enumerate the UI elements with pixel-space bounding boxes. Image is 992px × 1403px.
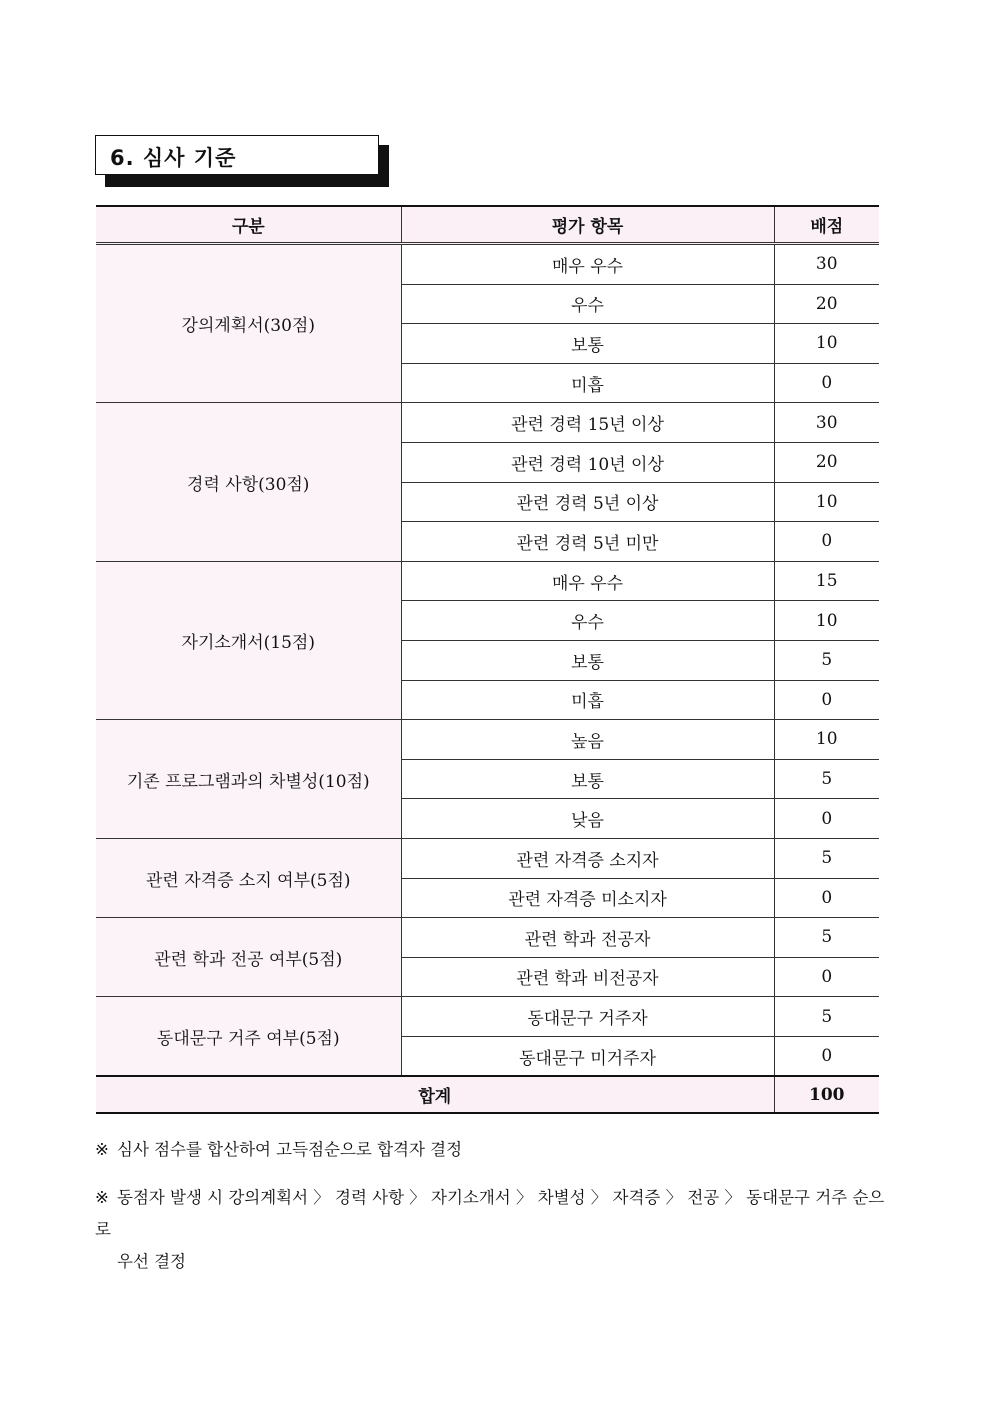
evaluation-item-cell: 관련 경력 10년 이상 xyxy=(401,442,774,482)
score-cell: 5 xyxy=(774,838,879,878)
evaluation-item-cell: 미흡 xyxy=(401,363,774,403)
evaluation-item-cell: 높음 xyxy=(401,720,774,760)
score-cell: 0 xyxy=(774,957,879,997)
score-cell: 0 xyxy=(774,799,879,839)
score-cell: 5 xyxy=(774,640,879,680)
evaluation-item-cell: 관련 경력 15년 이상 xyxy=(401,403,774,443)
score-cell: 5 xyxy=(774,759,879,799)
evaluation-item-cell: 관련 자격증 소지자 xyxy=(401,838,774,878)
criteria-body xyxy=(96,244,879,1077)
evaluation-item-cell: 보통 xyxy=(401,640,774,680)
score-cell: 0 xyxy=(774,878,879,918)
score-cell: 5 xyxy=(774,997,879,1037)
score-cell: 10 xyxy=(774,601,879,641)
score-cell: 20 xyxy=(774,284,879,324)
evaluation-item-cell: 동대문구 거주자 xyxy=(401,997,774,1037)
category-cell: 관련 자격증 소지 여부(5점) xyxy=(96,838,401,917)
score-cell: 0 xyxy=(774,680,879,720)
total-score: 100 xyxy=(774,1076,879,1113)
score-cell: 10 xyxy=(774,482,879,522)
category-cell: 강의계획서(30점) xyxy=(96,244,401,403)
table-row xyxy=(96,720,879,760)
note-text: 심사 점수를 합산하여 고득점순으로 합격자 결정 xyxy=(117,1140,463,1159)
note-mark: ※ xyxy=(95,1140,109,1159)
score-cell: 0 xyxy=(774,522,879,562)
table-row xyxy=(96,918,879,958)
evaluation-item-cell: 관련 경력 5년 미만 xyxy=(401,522,774,562)
title-box xyxy=(95,135,379,175)
evaluation-item-cell: 관련 학과 비전공자 xyxy=(401,957,774,997)
evaluation-item-cell: 매우 우수 xyxy=(401,244,774,285)
evaluation-item-cell: 보통 xyxy=(401,759,774,799)
table-header-row xyxy=(96,206,879,244)
evaluation-item-cell: 동대문구 미거주자 xyxy=(401,1036,774,1076)
evaluation-item-cell: 우수 xyxy=(401,284,774,324)
score-cell: 30 xyxy=(774,403,879,443)
note-2 xyxy=(95,1182,885,1278)
evaluation-item-cell: 관련 경력 5년 이상 xyxy=(401,482,774,522)
category-cell: 기존 프로그램과의 차별성(10점) xyxy=(96,720,401,839)
category-cell: 경력 사항(30점) xyxy=(96,403,401,561)
table-row xyxy=(96,403,879,443)
score-cell: 30 xyxy=(774,244,879,285)
score-cell: 5 xyxy=(774,918,879,958)
note-mark: ※ xyxy=(95,1188,109,1207)
category-cell: 동대문구 거주 여부(5점) xyxy=(96,997,401,1077)
header-score: 배점 xyxy=(774,206,879,244)
section-title xyxy=(95,135,389,187)
section-title-text: 6. 심사 기준 xyxy=(110,146,237,170)
category-cell: 자기소개서(15점) xyxy=(96,561,401,719)
score-cell: 20 xyxy=(774,442,879,482)
table-row xyxy=(96,244,879,285)
total-row xyxy=(96,1076,879,1113)
header-item: 평가 항목 xyxy=(401,206,774,244)
evaluation-item-cell: 관련 학과 전공자 xyxy=(401,918,774,958)
note-text: 동점자 발생 시 강의계획서 〉 경력 사항 〉 자기소개서 〉 차별성 〉 자격증 〉 전공 〉 동대문구 거주 순으로 xyxy=(95,1188,885,1239)
score-cell: 10 xyxy=(774,324,879,364)
table-row xyxy=(96,838,879,878)
evaluation-item-cell: 낮음 xyxy=(401,799,774,839)
evaluation-criteria-table xyxy=(96,205,879,1114)
table-row xyxy=(96,561,879,601)
score-cell: 15 xyxy=(774,561,879,601)
evaluation-item-cell: 우수 xyxy=(401,601,774,641)
total-label: 합계 xyxy=(96,1076,774,1113)
note-text-continued: 우선 결정 xyxy=(117,1252,187,1271)
category-cell: 관련 학과 전공 여부(5점) xyxy=(96,918,401,997)
score-cell: 0 xyxy=(774,1036,879,1076)
evaluation-item-cell: 매우 우수 xyxy=(401,561,774,601)
score-cell: 10 xyxy=(774,720,879,760)
table-row xyxy=(96,997,879,1037)
header-category: 구분 xyxy=(96,206,401,244)
evaluation-item-cell: 보통 xyxy=(401,324,774,364)
score-cell: 0 xyxy=(774,363,879,403)
evaluation-item-cell: 관련 자격증 미소지자 xyxy=(401,878,774,918)
note-1 xyxy=(95,1134,885,1166)
evaluation-item-cell: 미흡 xyxy=(401,680,774,720)
